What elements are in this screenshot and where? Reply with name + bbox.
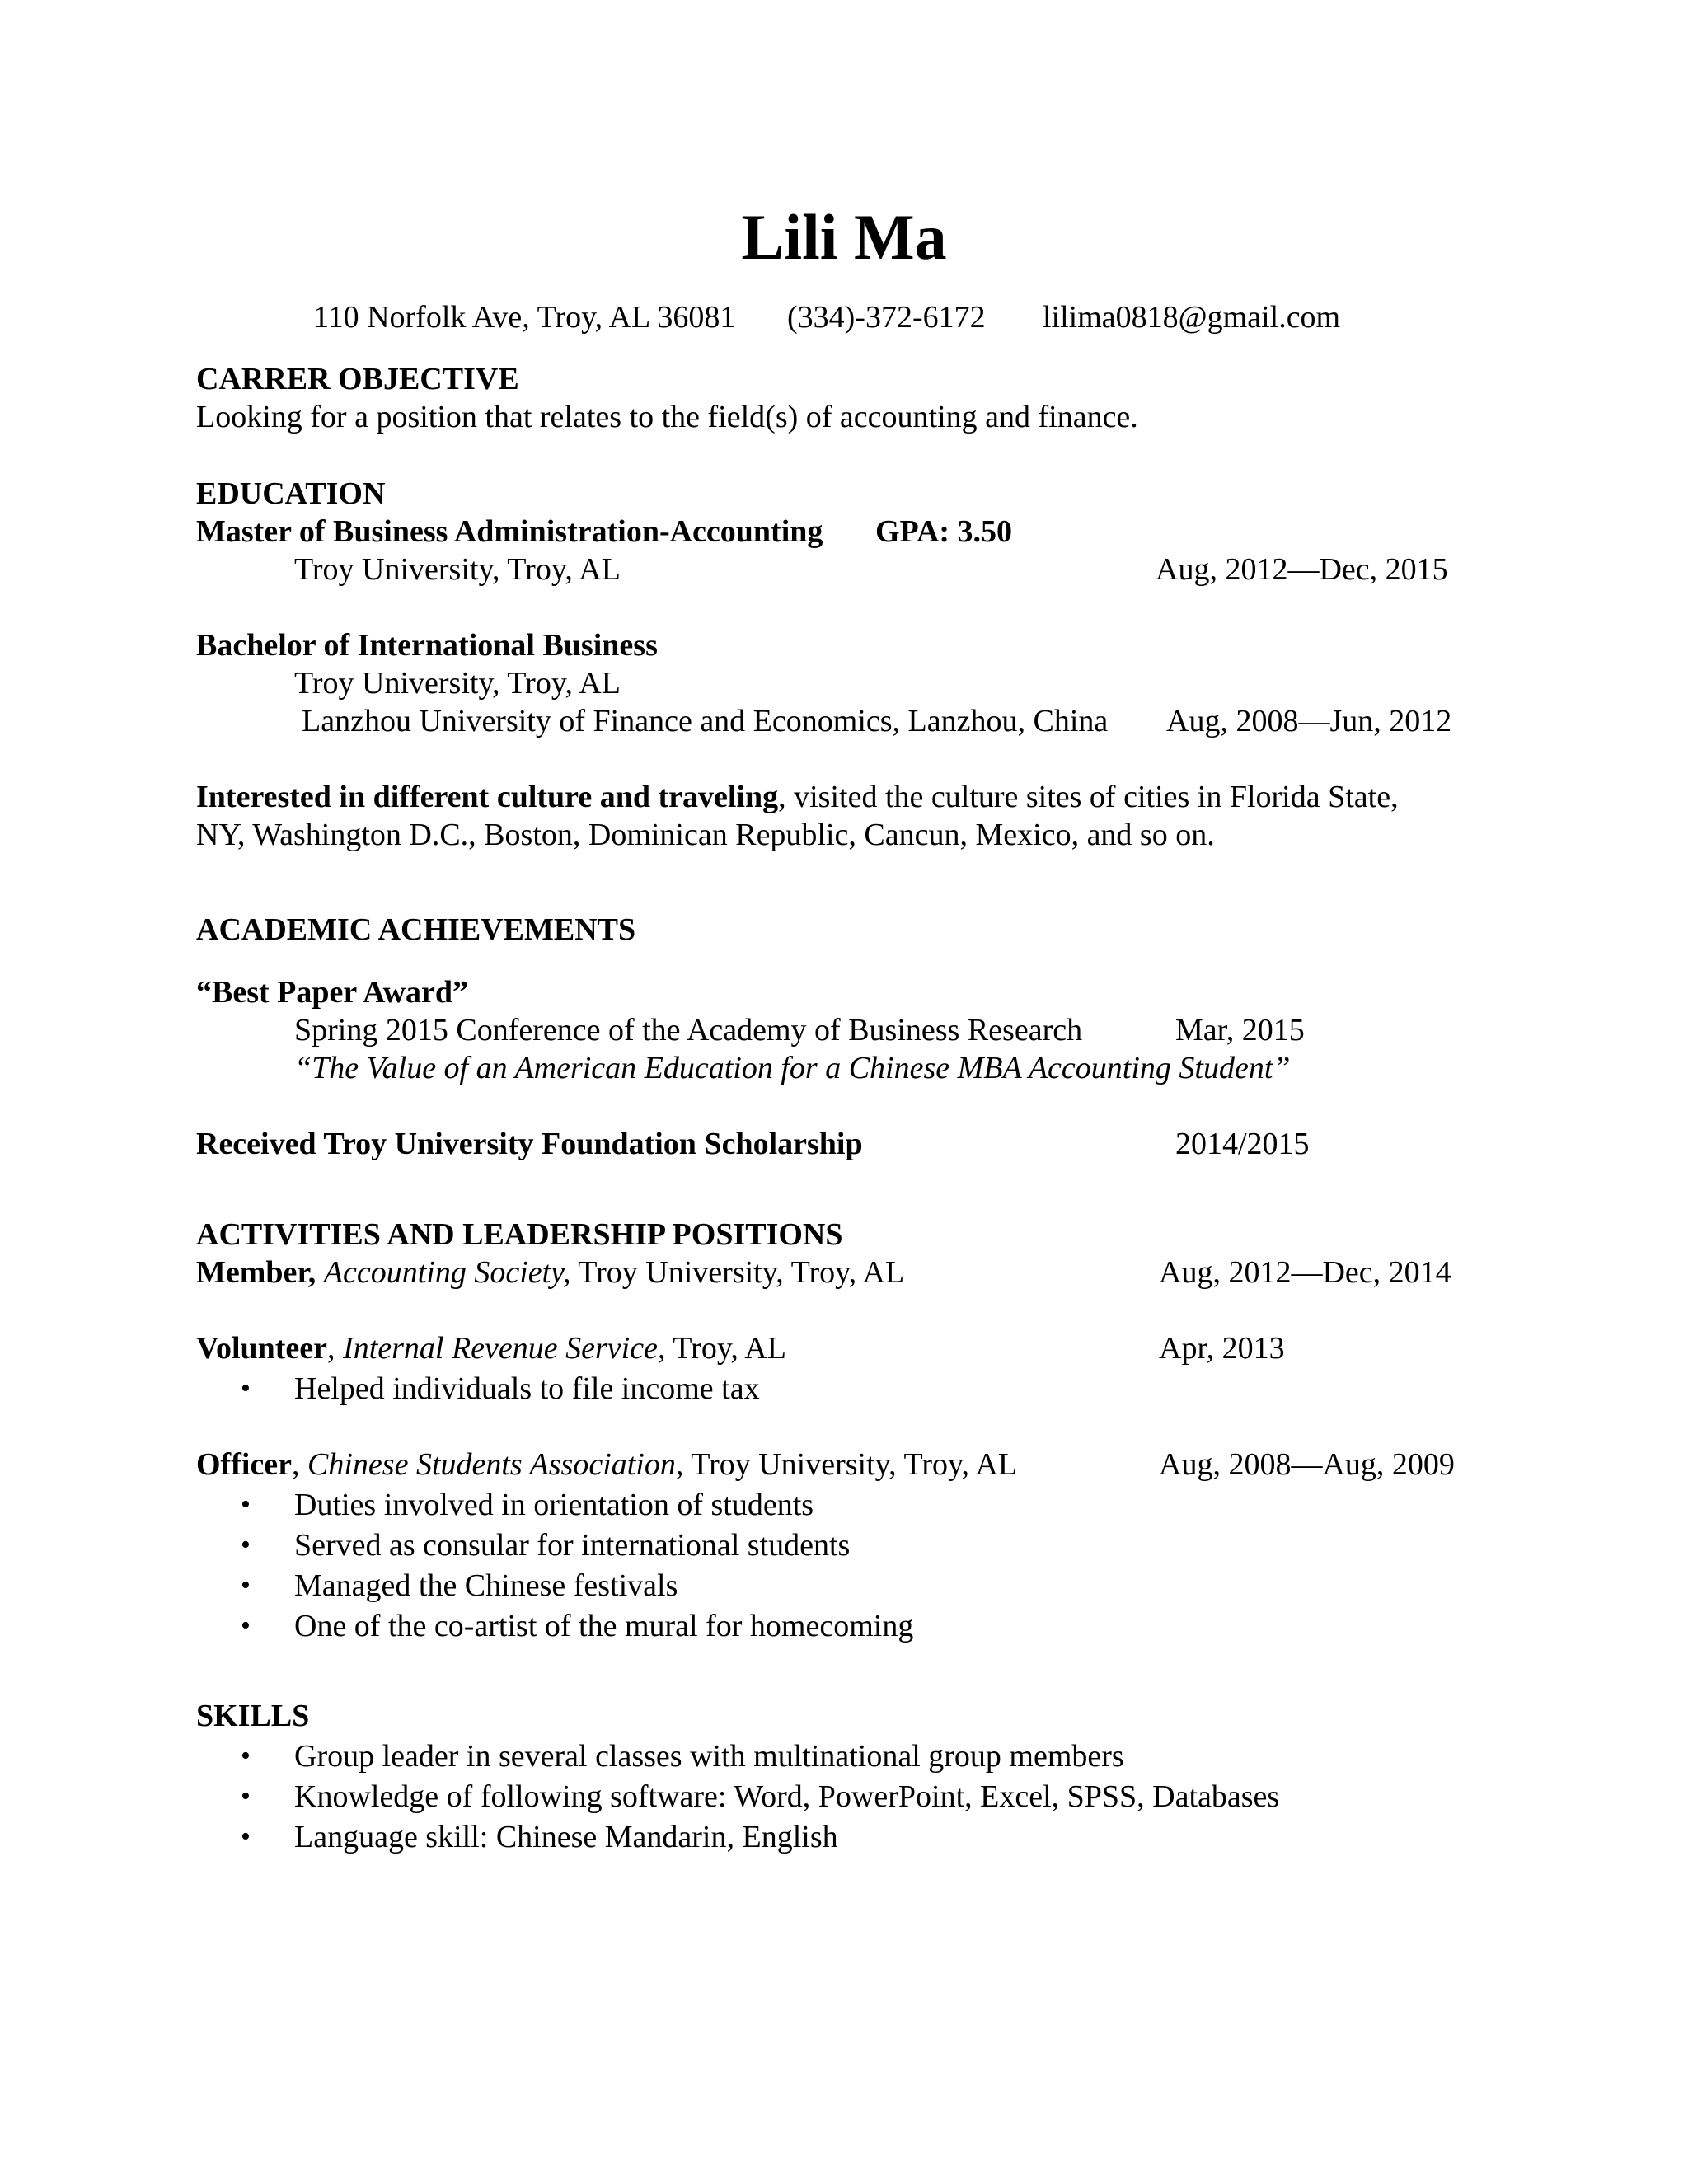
- interests-rest-1: , visited the culture sites of cities in Florida State,: [778, 780, 1399, 814]
- officer-bullet-0: Duties involved in orientation of students: [294, 1488, 814, 1522]
- volunteer-role: Volunteer: [196, 1331, 328, 1366]
- resume-name: Lili Ma: [741, 201, 947, 273]
- interests-line-1: [196, 778, 1399, 816]
- objective-text: Looking for a position that relates to the field(s) of accounting and finance.: [196, 400, 1138, 434]
- officer-entry: [196, 1446, 1017, 1483]
- volunteer-entry: [196, 1329, 786, 1367]
- member-dates: Aug, 2012—Dec, 2014: [1159, 1255, 1451, 1290]
- mba-school: Troy University, Troy, AL: [294, 552, 621, 587]
- member-place: Troy University, Troy, AL: [578, 1255, 905, 1290]
- officer-bullet-3-mark: •: [241, 1610, 251, 1641]
- skills-bullet-1-mark: •: [241, 1781, 251, 1811]
- officer-sep: ,: [292, 1447, 300, 1482]
- skills-bullet-0-mark: •: [241, 1741, 251, 1771]
- interests-line-2: NY, Washington D.C., Boston, Dominican Republic, Cancun, Mexico, and so on.: [196, 818, 1215, 852]
- mba-dates: Aug, 2012—Dec, 2015: [1156, 552, 1448, 587]
- officer-bullet-2: Managed the Chinese festivals: [294, 1568, 678, 1603]
- mba-degree: Master of Business Administration-Accounting: [196, 514, 823, 549]
- member-org: Accounting Society,: [323, 1255, 571, 1290]
- skills-heading: SKILLS: [196, 1699, 310, 1733]
- bachelor-school-lanzhou: Lanzhou University of Finance and Economics, Lanzhou, China: [302, 704, 1109, 738]
- officer-place: , Troy University, Troy, AL: [675, 1447, 1018, 1482]
- officer-bullet-1-mark: •: [241, 1530, 251, 1560]
- volunteer-dates: Apr, 2013: [1159, 1331, 1285, 1366]
- skills-bullet-2-mark: •: [241, 1821, 251, 1852]
- award-date: Mar, 2015: [1175, 1013, 1305, 1047]
- award-title: “Best Paper Award”: [196, 975, 469, 1010]
- contact-email: lilima0818@gmail.com: [1043, 300, 1341, 335]
- volunteer-place: , Troy, AL: [657, 1331, 786, 1366]
- volunteer-sep: ,: [327, 1331, 335, 1366]
- bachelor-school-troy: Troy University, Troy, AL: [294, 666, 621, 701]
- activities-heading: ACTIVITIES AND LEADERSHIP POSITIONS: [196, 1217, 843, 1252]
- volunteer-bullet-0-mark: •: [241, 1373, 251, 1404]
- officer-bullet-3: One of the co-artist of the mural for homecoming: [294, 1609, 914, 1643]
- bachelor-dates: Aug, 2008—Jun, 2012: [1166, 704, 1452, 738]
- bachelor-degree: Bachelor of International Business: [196, 628, 658, 663]
- officer-bullet-1: Served as consular for international students: [294, 1528, 851, 1563]
- officer-role: Officer: [196, 1447, 293, 1482]
- award-paper-title: “The Value of an American Education for a Chinese MBA Accounting Student”: [294, 1051, 1291, 1085]
- scholarship-date: 2014/2015: [1175, 1127, 1310, 1161]
- education-heading: EDUCATION: [196, 476, 386, 511]
- skills-bullet-0: Group leader in several classes with multinational group members: [294, 1739, 1124, 1774]
- officer-bullet-0-mark: •: [241, 1489, 251, 1520]
- academic-heading: ACADEMIC ACHIEVEMENTS: [196, 912, 636, 947]
- member-role: Member,: [196, 1255, 316, 1290]
- volunteer-org: Internal Revenue Service: [343, 1331, 658, 1366]
- interests-bold: Interested in different culture and traveling: [196, 780, 779, 814]
- member-entry: [196, 1254, 904, 1291]
- officer-bullet-2-mark: •: [241, 1570, 251, 1601]
- objective-heading: CARRER OBJECTIVE: [196, 362, 519, 396]
- skills-bullet-2: Language skill: Chinese Mandarin, English: [294, 1820, 838, 1854]
- contact-phone: (334)-372-6172: [787, 300, 986, 335]
- skills-bullet-1: Knowledge of following software: Word, PowerPoint, Excel, SPSS, Databases: [294, 1779, 1280, 1814]
- officer-org: Chinese Students Association: [307, 1447, 676, 1482]
- scholarship-title: Received Troy University Foundation Scholarship: [196, 1127, 863, 1161]
- volunteer-bullet-0: Helped individuals to file income tax: [294, 1371, 760, 1406]
- contact-address: 110 Norfolk Ave, Troy, AL 36081: [313, 300, 736, 335]
- mba-gpa: GPA: 3.50: [875, 514, 1013, 549]
- award-conference: Spring 2015 Conference of the Academy of Business Research: [294, 1013, 1083, 1047]
- officer-dates: Aug, 2008—Aug, 2009: [1159, 1447, 1455, 1482]
